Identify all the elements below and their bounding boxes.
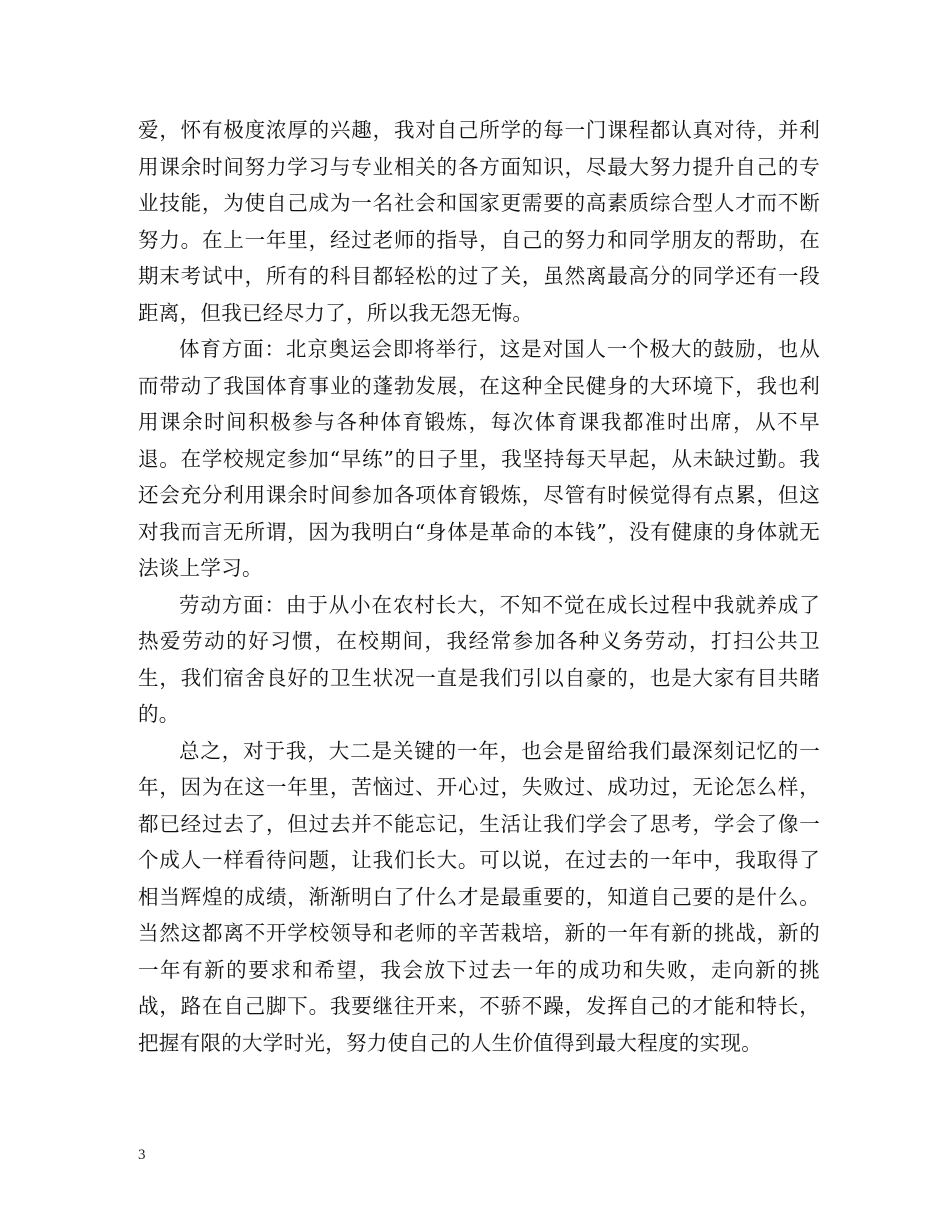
page-number: 3 <box>138 1147 146 1163</box>
document-body <box>138 112 820 1061</box>
paragraph-summary: 总之，对于我，大二是关键的一年，也会是留给我们最深刻记忆的一年，因为在这一年里，苦恼过、开心过，失败过、成功过，无论怎么样，都已经过去了，但过去并不能忘记，生活让我们学会了思考，学会了像一个成人一样看待问题，让我们长大。可以说，在过去的一年中，我取得了相当辉煌的成绩，渐渐明白了什么才是最重要的，知道自己要的是什么。当然这都离不开学校领导和老师的辛苦栽培，新的一年有新的挑战，新的一年有新的要求和希望，我会放下过去一年的成功和失败，走向新的挑战，路在自己脚下。我要继往开来，不骄不躁，发挥自己的才能和特长，把握有限的大学时光，努力使自己的人生价值得到最大程度的实现。 <box>138 738 820 1055</box>
paragraph-sports: 体育方面：北京奥运会即将举行，这是对国人一个极大的鼓励，也从而带动了我国体育事业的蓬勃发展，在这种全民健身的大环境下，我也利用课余时间积极参与各种体育锻炼，每次体育课我都准时出席，从不早退。在学校规定参加“早练”的日子里，我坚持每天早起，从未缺过勤。我还会充分利用课余时间参加各项体育锻炼，尽管有时候觉得有点累，但这对我而言无所谓，因为我明白“身体是革命的本钱”，没有健康的身体就无法谈上学习。 <box>138 337 820 580</box>
paragraph-study-continuation: 爱，怀有极度浓厚的兴趣，我对自己所学的每一门课程都认真对待，并利用课余时间努力学习与专业相关的各方面知识，尽最大努力提升自己的专业技能，为使自己成为一名社会和国家更需要的高素质综合型人才而不断努力。在上一年里，经过老师的指导，自己的努力和同学朋友的帮助，在期末考试中，所有的科目都轻松的过了关，虽然离最高分的同学还有一段距离，但我已经尽力了，所以我无怨无悔。 <box>138 118 820 325</box>
paragraph-labor: 劳动方面：由于从小在农村长大，不知不觉在成长过程中我就养成了热爱劳动的好习惯，在校期间，我经常参加各种义务劳动，打扫公共卫生，我们宿舍良好的卫生状况一直是我们引以自豪的，也是大家有目共睹的。 <box>138 592 820 726</box>
